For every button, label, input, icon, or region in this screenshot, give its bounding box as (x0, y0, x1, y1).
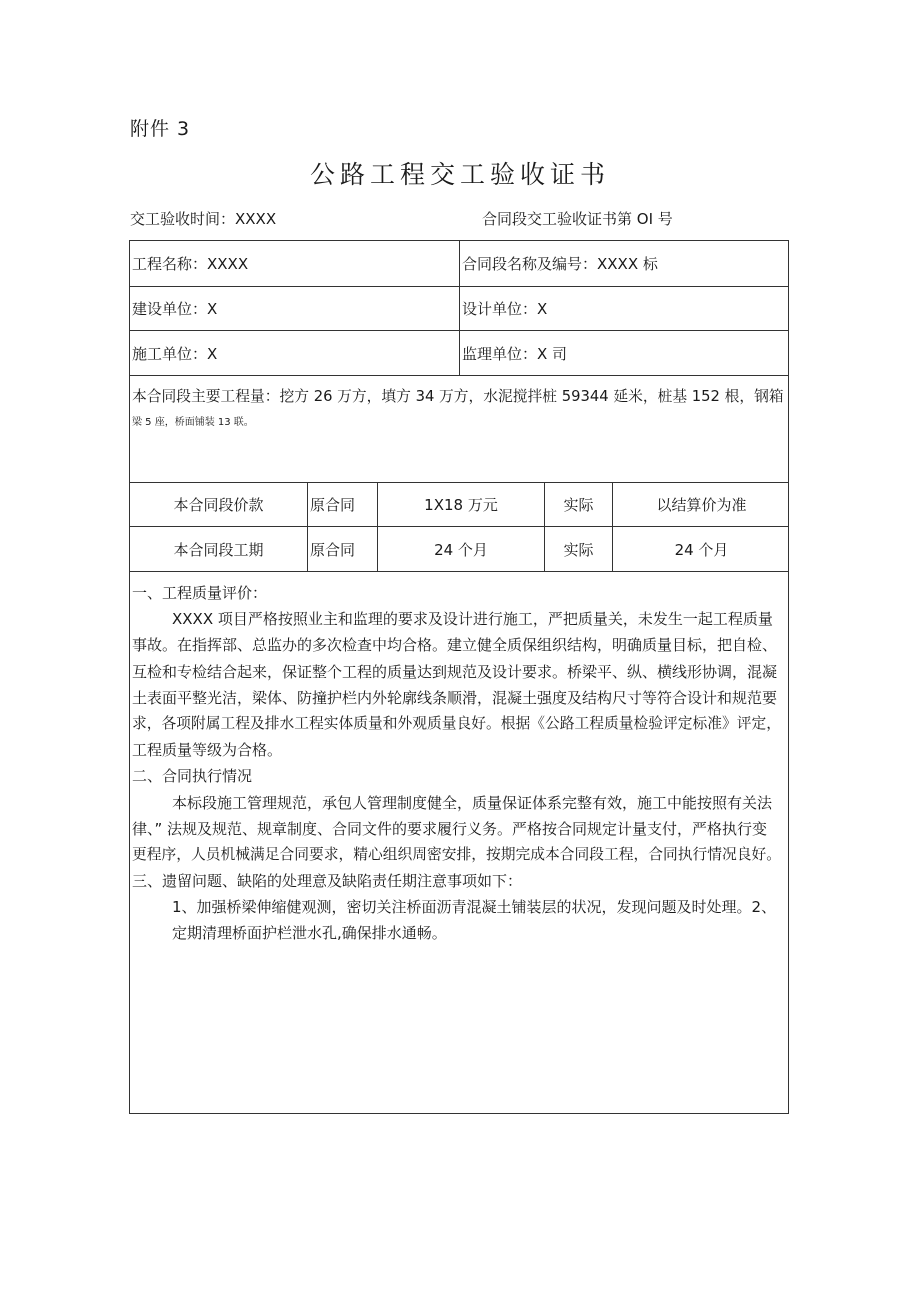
original-value: 1X18 万元 (377, 483, 544, 526)
actual-label: 实际 (544, 527, 612, 571)
quantities-line: 梁 5 座，桥面铺装 13 联。 (132, 417, 254, 429)
section-paragraph (132, 606, 786, 632)
certificate-number: 合同段交工验收证书第 OI 号 (482, 210, 673, 228)
builder-unit: 建设单位：X (132, 300, 218, 318)
page-title: 公路工程交工验收证书 (309, 160, 610, 189)
section-line: XXXX 项目严格按照业主和监理的要求及设计进行施工，严把质量关，未发生一起工程质量 (172, 610, 773, 629)
contract-row (130, 483, 788, 527)
section-heading: 一、工程质量评价： (132, 584, 268, 602)
section-line: 律、” 法规及规范、规章制度、合同文件的要求履行义务。严格按合同规定计量支付，严格执行变 (132, 819, 768, 838)
quantities-line: 本合同段主要工程量：挖方 26 万方，填方 34 万方，水泥搅拌桩 59344 延米，桩基 152 根，钢箱 (132, 388, 784, 405)
contract-row-label: 本合同段价款 (173, 496, 264, 514)
section-line: 土表面平整光洁，梁体、防撞护栏内外轮廓线条顺滑，混凝土强度及结构尺寸等符合设计和规范要 (132, 688, 778, 707)
original-label: 原合同 (307, 483, 377, 526)
certificate-form (129, 240, 789, 1114)
section-heading: 二、合同执行情况 (132, 767, 253, 786)
attachment-label: 附件 3 (130, 118, 191, 140)
actual-label: 实际 (544, 483, 612, 526)
actual-value: 24 个月 (612, 527, 790, 571)
supervision-unit: 监理单位：X 司 (459, 331, 790, 375)
section-paragraph (132, 894, 786, 946)
design-unit: 设计单位：X (459, 287, 790, 330)
section-paragraph (132, 790, 786, 816)
section-heading: 三、遗留问题、缺陷的处理意及缺陷责任期注意事项如下： (132, 872, 523, 891)
section-name: 合同段名称及编号：XXXX 标 (459, 241, 790, 286)
section-line: 更程序，人员机械满足合同要求，精心组织周密安排，按期完成本合同段工程，合同执行情况良好。 (132, 845, 781, 863)
original-label: 原合同 (307, 527, 377, 571)
contract-row-label: 本合同段工期 (173, 540, 264, 559)
section-line: 事故。在指挥部、总监办的多次检查中均合格。建立健全质保组织结构，明确质量目标，把自检、 (132, 636, 778, 655)
quantities-block (130, 376, 788, 483)
narrative-block (130, 580, 788, 947)
info-row (130, 331, 788, 376)
section-line: 1、加强桥梁伸缩健观测，密切关注桥面沥青混凝土铺装层的状况，发现问题及时处理。2、 (172, 898, 777, 917)
section-line: 求，各项附属工程及排水工程实体质量和外观质量良好。根据《公路工程质量检验评定标准》评定， (132, 714, 781, 732)
section-line: 本标段施工管理规范，承包人管理制度健全，质量保证体系完整有效，施工中能按照有关法 (172, 793, 773, 812)
acceptance-time: 交工验收时间：XXXX (130, 210, 277, 228)
section-line: 工程质量等级为合格。 (132, 741, 283, 760)
project-name: 工程名称：XXXX (132, 255, 249, 273)
construction-unit: 施工单位：X (132, 344, 218, 363)
actual-value: 以结算价为准 (612, 483, 790, 526)
section-line: 定期清理桥面护栏泄水孔,确保排水通畅。 (172, 924, 447, 943)
section-line: 互检和专检结合起来，保证整个工程的质量达到规范及设计要求。桥梁平、纵、横线形协调，混凝 (132, 662, 778, 681)
info-row (130, 241, 788, 287)
contract-row (130, 527, 788, 572)
info-row (130, 287, 788, 331)
original-value: 24 个月 (377, 527, 544, 571)
